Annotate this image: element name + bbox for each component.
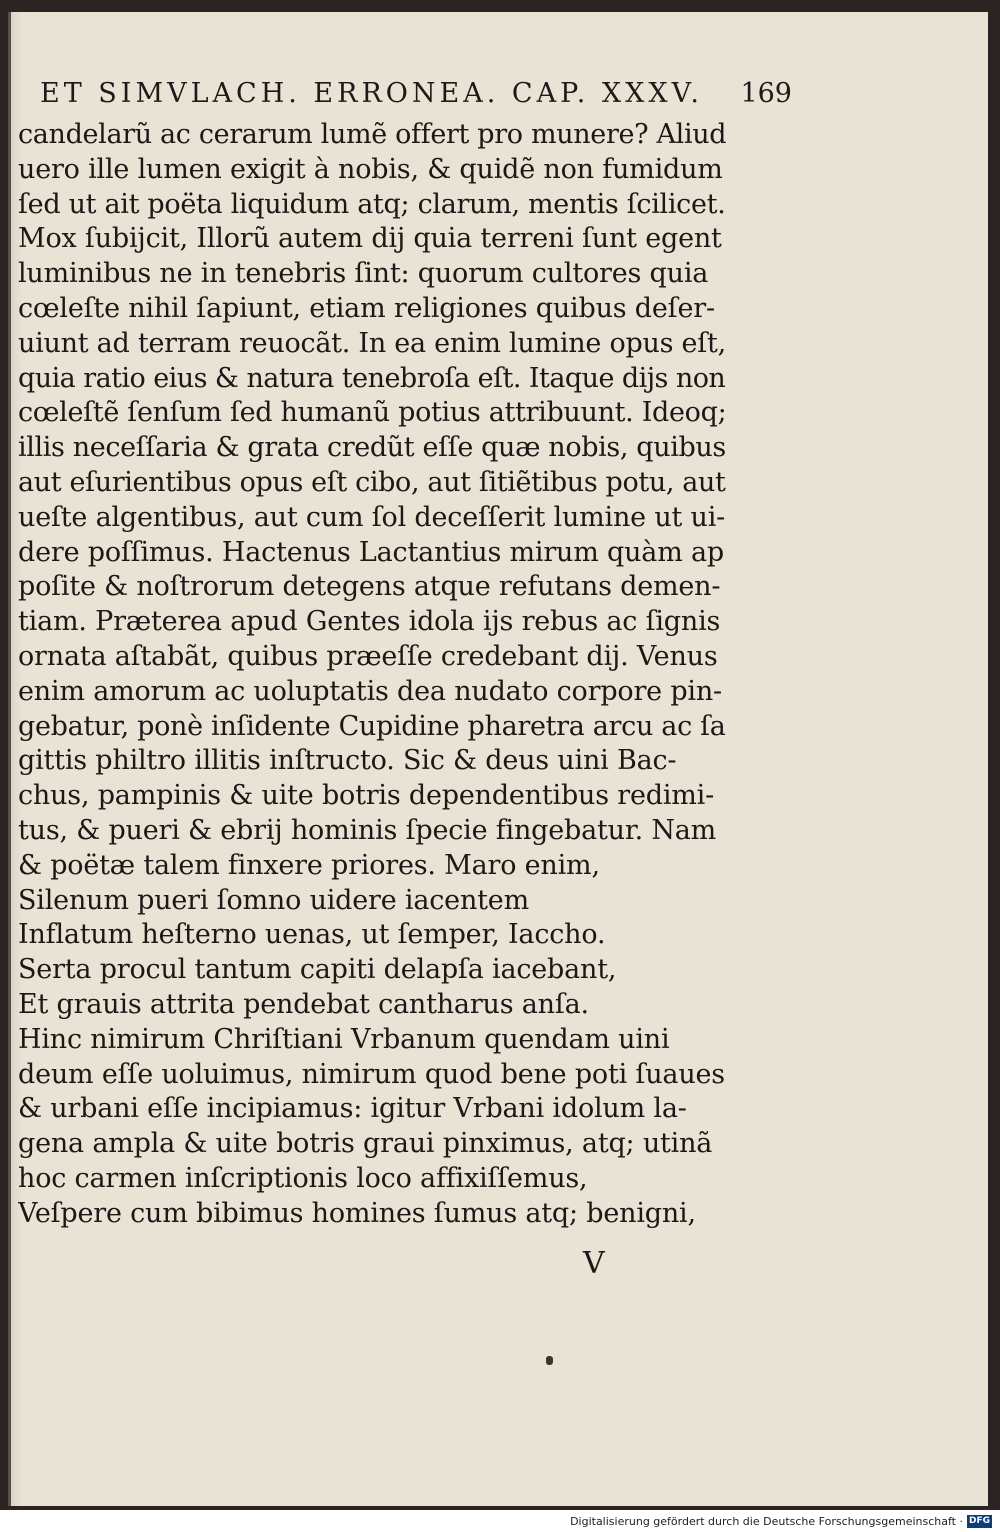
text-line: uero ille lumen exigit à nobis, & quidẽ non fumidum xyxy=(18,153,723,185)
text-line: & urbani eſſe incipiamus: igitur Vrbani idolum la- xyxy=(18,1093,687,1125)
text-line: Hinc nimirum Chriſtiani Vrbanum quendam uini xyxy=(18,1023,670,1055)
text-line: gebatur, ponè inſidente Cupidine pharetra arcu ac ſa xyxy=(18,710,726,742)
text-line: Inflatum heſterno uenas, ut ſemper, Iaccho. xyxy=(18,919,606,951)
running-head xyxy=(40,78,792,118)
page-number: 169 xyxy=(740,78,792,109)
footer-credit: Digitalisierung gefördert durch die Deutsche Forschungsgemeinschaft · xyxy=(570,1514,963,1528)
footer xyxy=(570,1512,992,1530)
text-line: candelarũ ac cerarum lumẽ offert pro munere? Aliud xyxy=(18,119,726,150)
text-line: quia ratio eius & natura tenebroſa eſt. Itaque dijs non xyxy=(18,362,726,394)
text-line: deum eſſe uoluimus, nimirum quod bene poti ſuaues xyxy=(18,1058,725,1090)
text-line: enim amorum ac uoluptatis dea nudato corpore pin- xyxy=(18,675,722,707)
text-line: chus, pampinis & uite botris dependentibus redimi- xyxy=(18,780,715,812)
text-line: ueſte algentibus, aut cum ſol deceſſerit lumine ut ui- xyxy=(18,501,726,533)
text-line: uiunt ad terram reuocãt. In ea enim lumine opus eſt, xyxy=(18,327,726,359)
running-head-title: ET SIMVLACH. ERRONEA. CAP. XXXV. xyxy=(40,78,703,109)
text-line: Mox ſubijcit, Illorũ autem dij quia terreni ſunt egent xyxy=(18,223,722,255)
text-line: Veſpere cum bibimus homines ſumus atq; benigni, xyxy=(18,1197,696,1229)
text-line: tus, & pueri & ebrij hominis ſpecie fingebatur. Nam xyxy=(18,814,717,846)
ink-speck xyxy=(546,1356,553,1365)
text-line: tiam. Præterea apud Gentes idola ijs rebus ac ſignis xyxy=(18,606,721,638)
text-line: dere poſſimus. Hactenus Lactantius mirum quàm ap xyxy=(18,536,724,568)
body-text xyxy=(18,118,726,1232)
text-line: hoc carmen inſcriptionis loco affixiſſemus, xyxy=(18,1162,588,1194)
text-line: aut eſurientibus opus eſt cibo, aut ſitiẽtibus potu, aut xyxy=(18,466,726,498)
text-line: gittis philtro illitis inſtructo. Sic & deus uini Bac- xyxy=(18,745,677,777)
dfg-logo-icon: DFG xyxy=(968,1515,990,1526)
text-line: ſed ut ait poëta liquidum atq; clarum, mentis ſcilicet. xyxy=(18,188,726,220)
text-line: poſite & noſtrorum detegens atque refutans demen- xyxy=(18,571,721,603)
text-line: & poëtæ talem finxere priores. Maro enim, xyxy=(18,849,600,881)
text-line: illis neceſſaria & grata credũt eſſe quæ nobis, quibus xyxy=(18,432,726,464)
text-line: Silenum pueri ſomno uidere iacentem xyxy=(18,884,529,916)
text-line: Et grauis attrita pendebat cantharus anſa. xyxy=(18,988,589,1020)
text-line: ornata aſtabãt, quibus præeſſe credebant dij. Venus xyxy=(18,640,718,672)
catchword: V xyxy=(583,1246,605,1281)
text-line: luminibus ne in tenebris ſint: quorum cultores quia xyxy=(18,258,709,290)
text-line: cœleſte nihil ſapiunt, etiam religiones quibus deſer- xyxy=(18,292,715,324)
text-line: Serta procul tantum capiti delapſa iacebant, xyxy=(18,954,617,986)
text-line: gena ampla & uite botris graui pinximus, atq; utinã xyxy=(18,1128,713,1160)
page-edge xyxy=(8,12,11,1506)
text-line: cœleſtẽ ſenſum ſed humanũ potius attribuunt. Ideoq; xyxy=(18,397,726,429)
